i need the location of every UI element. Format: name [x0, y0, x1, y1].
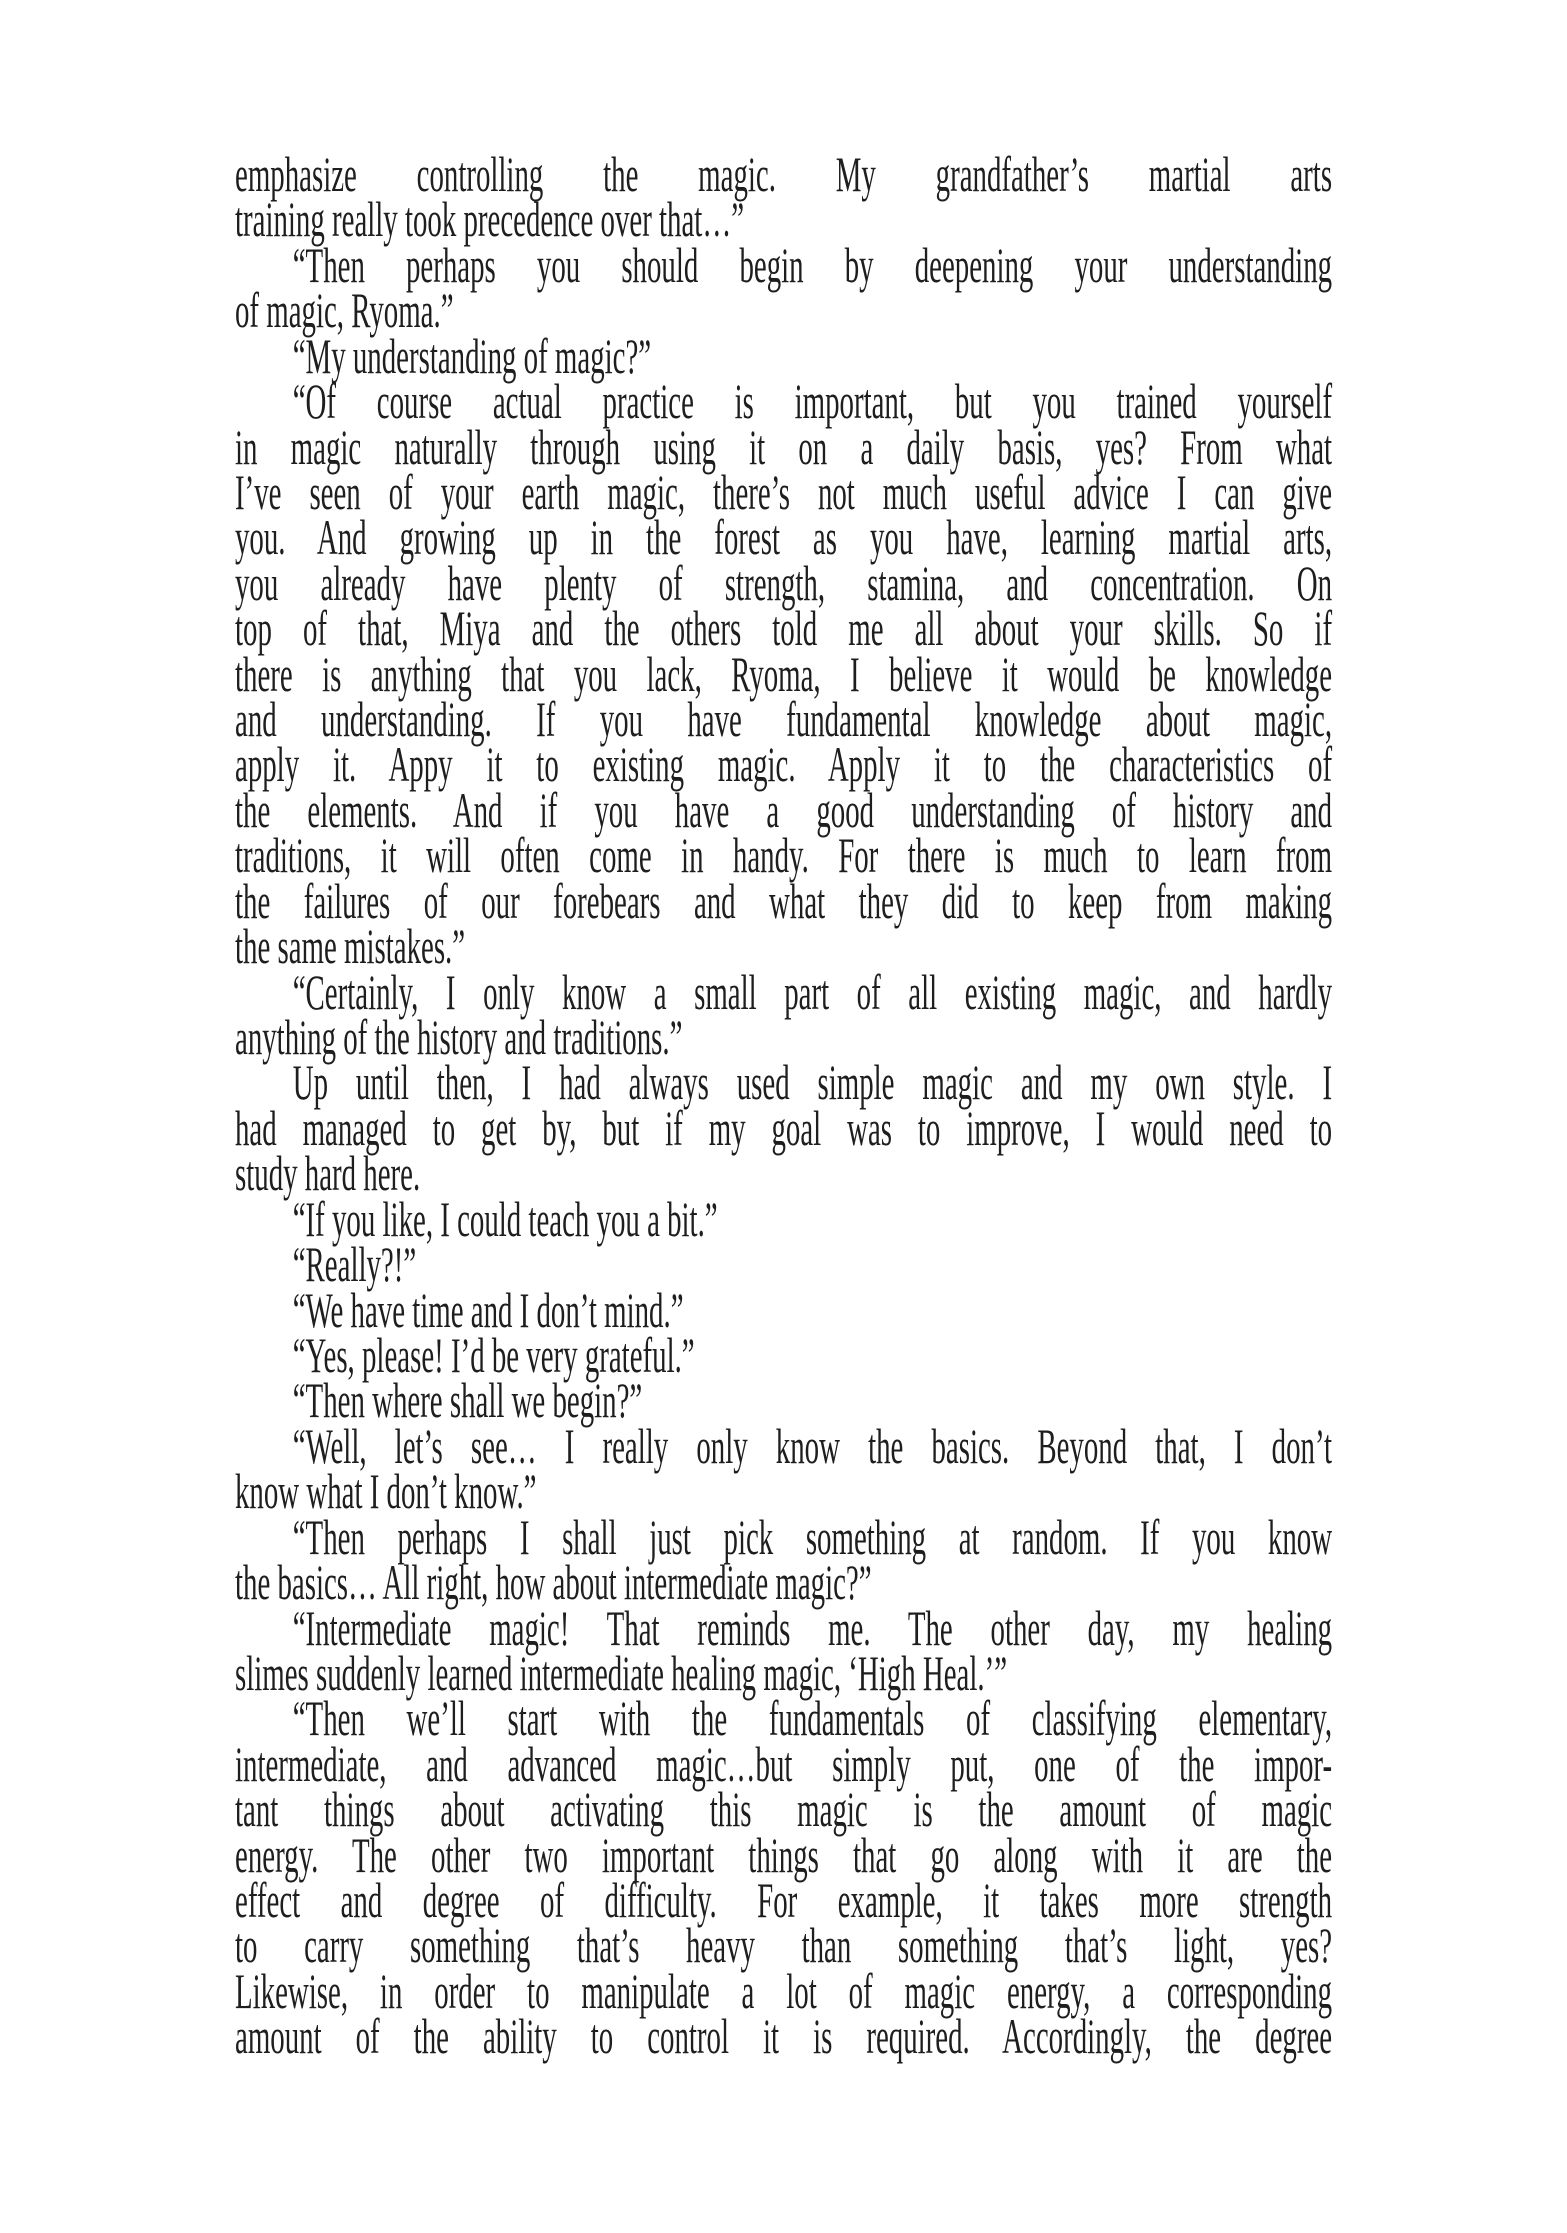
text-line: effect and degree of difficulty. For example, it takes more strength — [235, 1872, 1333, 1929]
text-line: Likewise, in order to manipulate a lot of magic energy, a corresponding — [235, 1962, 1333, 2019]
text-line: I’ve seen of your earth magic, there’s not much useful advice I can give — [235, 463, 1333, 520]
text-line: “If you like, I could teach you a bit.” — [292, 1190, 718, 1247]
text-line: energy. The other two important things that go along with it are the — [235, 1826, 1333, 1883]
text-line: apply it. Appy it to existing magic. Apply it to the characteristics of — [235, 736, 1333, 793]
text-line: “Of course actual practice is important, but you trained yourself — [292, 373, 1333, 430]
text-line: in magic naturally through using it on a daily basis, yes? From what — [235, 418, 1333, 475]
text-line: “We have time and I don’t mind.” — [292, 1281, 684, 1338]
text-line: the elements. And if you have a good understanding of history and — [235, 781, 1333, 838]
text-line: “Then perhaps I shall just pick something at random. If you know — [292, 1508, 1333, 1565]
text-line: traditions, it will often come in handy. For there is much to learn from — [235, 827, 1333, 884]
text-line: you. And growing up in the forest as you have, learning martial arts, — [235, 509, 1333, 566]
text-line: the basics… All right, how about intermediate magic?” — [235, 1554, 872, 1611]
text-line: anything of the history and traditions.” — [235, 1009, 683, 1066]
text-line: “Then where shall we begin?” — [292, 1372, 643, 1429]
page-text — [235, 146, 1333, 2065]
text-line: study hard here. — [235, 1145, 421, 1202]
text-line: Up until then, I had always used simple magic and my own style. I — [292, 1054, 1333, 1111]
text-line: of magic, Ryoma.” — [235, 282, 454, 339]
text-line: “Certainly, I only know a small part of all existing magic, and hardly — [292, 963, 1333, 1020]
text-line: “Yes, please! I’d be very grateful.” — [292, 1326, 695, 1383]
text-line: tant things about activating this magic is the amount of magic — [235, 1781, 1333, 1838]
text-line: there is anything that you lack, Ryoma, I believe it would be knowledge — [235, 645, 1333, 702]
text-line: “Intermediate magic! That reminds me. The other day, my healing — [292, 1599, 1333, 1656]
text-line: you already have plenty of strength, stamina, and concentration. On — [235, 554, 1333, 611]
text-line: “Then perhaps you should begin by deepening your understanding — [292, 236, 1333, 293]
text-line: “Then we’ll start with the fundamentals of classifying elementary, — [292, 1690, 1333, 1747]
text-line: and understanding. If you have fundamental knowledge about magic, — [235, 691, 1333, 748]
text-line: “Well, let’s see… I really only know the basics. Beyond that, I don’t — [292, 1417, 1333, 1474]
text-line: amount of the ability to control it is required. Accordingly, the degree — [235, 2008, 1333, 2065]
text-line: the same mistakes.” — [235, 918, 466, 975]
text-line: slimes suddenly learned intermediate healing magic, ‘High Heal.’” — [235, 1644, 1008, 1701]
text-line: intermediate, and advanced magic…but simply put, one of the impor- — [235, 1735, 1333, 1792]
text-line: had managed to get by, but if my goal was to improve, I would need to — [235, 1099, 1333, 1156]
text-line: top of that, Miya and the others told me all about your skills. So if — [235, 600, 1333, 657]
text-line: know what I don’t know.” — [235, 1463, 537, 1520]
text-line: “My understanding of magic?” — [292, 327, 652, 384]
text-line: “Really?!” — [292, 1236, 417, 1293]
text-line: to carry something that’s heavy than something that’s light, yes? — [235, 1917, 1333, 1974]
text-line: the failures of our forebears and what they did to keep from making — [235, 872, 1333, 929]
text-line: emphasize controlling the magic. My grandfather’s martial arts — [235, 146, 1333, 202]
text-line: training really took precedence over that…” — [235, 191, 745, 248]
